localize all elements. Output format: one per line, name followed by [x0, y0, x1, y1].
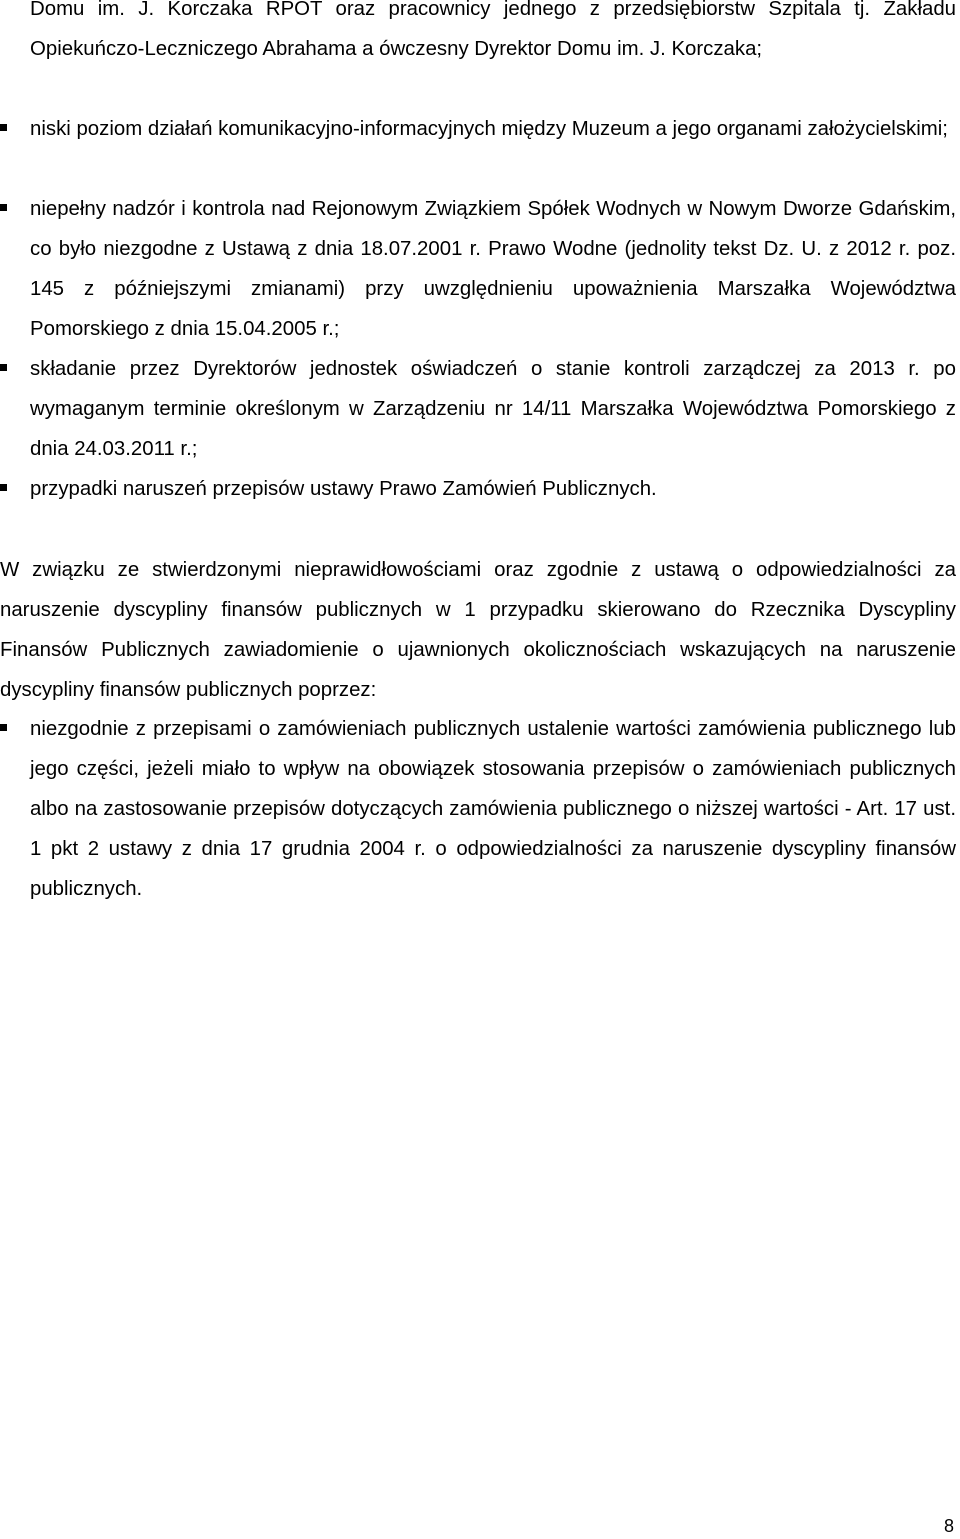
list-item [0, 469, 956, 509]
square-bullet-icon [0, 124, 7, 131]
list-item [0, 709, 956, 909]
square-bullet-icon [0, 364, 7, 371]
list-item [0, 109, 956, 189]
paragraph-text: W związku ze stwierdzonymi nieprawidłowościami oraz zgodnie z ustawą o odpowiedzialności za naruszenie dyscypliny finansów publicznych w 1 przypadku skierowano do Rzecznika Dyscypliny Finansów Publicznych zawiadomienie o ujawnionych okolicznościach wskazujących na naruszenie dyscypliny finansów publicznych poprzez: [0, 559, 956, 701]
square-bullet-icon [0, 724, 7, 731]
continuation-paragraph: Domu im. J. Korczaka RPOT oraz pracownicy jednego z przedsiębiorstw Szpitala tj. Zakładu Opiekuńczo-Leczniczego Abrahama a ówczesny Dyrektor Domu im. J. Korczaka; [30, 0, 956, 60]
list-item-text: niski poziom działań komunikacyjno-informacyjnych między Muzeum a jego organami założycielskimi; [30, 118, 948, 140]
list-item [0, 189, 956, 349]
list-item-text: niezgodnie z przepisami o zamówieniach publicznych ustalenie wartości zamówienia publicznego lub jego części, jeżeli miało to wpływ na obowiązek stosowania przepisów o zamówieniach publicznych albo na zastosowanie przepisów dotyczących zamówienia publicznego o niższej wartości - Art. 17 ust. 1 pkt 2 ustawy z dnia 17 grudnia 2004 r. o odpowiedzialności za naruszenie dyscypliny finansów publicznych. [30, 718, 956, 900]
square-bullet-icon [0, 204, 7, 211]
list-item-text: przypadki naruszeń przepisów ustawy Prawo Zamówień Publicznych. [30, 478, 657, 500]
list-item-text: składanie przez Dyrektorów jednostek oświadczeń o stanie kontroli zarządczej za 2013 r. po wymaganym terminie określonym w Zarządzeniu nr 14/11 Marszałka Województwa Pomorskiego z dnia 24.03.2011 r.; [30, 358, 956, 460]
findings-list [0, 109, 960, 509]
continuation-text [30, 0, 956, 69]
list-item-text: niepełny nadzór i kontrola nad Rejonowym Związkiem Spółek Wodnych w Nowym Dworze Gdańskim, co było niezgodne z Ustawą z dnia 18.07.2001 r. Prawo Wodne (jednolity tekst Dz. U. z 2012 r. poz. 145 z późniejszymi zmianami) przy uwzględnieniu upoważnienia Marszałka Województwa Pomorskiego z dnia 15.04.2005 r.; [30, 198, 956, 340]
square-bullet-icon [0, 484, 7, 491]
page-number: 8 [943, 1516, 954, 1536]
violations-list [0, 709, 960, 909]
list-item [0, 349, 956, 469]
notification-paragraph [0, 550, 956, 710]
